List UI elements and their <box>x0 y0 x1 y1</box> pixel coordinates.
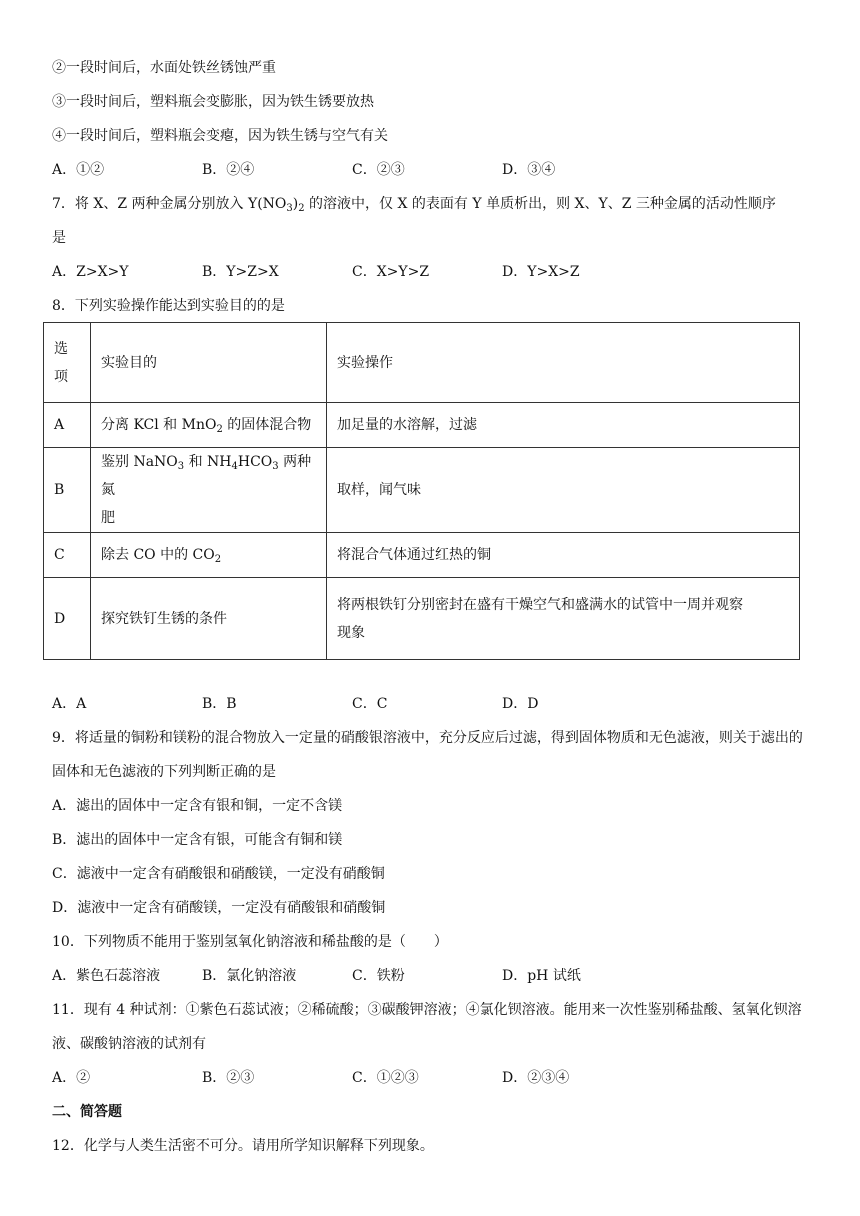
q11-option-c: C．①②③ <box>352 1070 419 1086</box>
q7-stem-cont: 是 <box>52 230 66 246</box>
row-a-option: A <box>44 403 91 448</box>
section-heading: 二、简答题 <box>52 1104 122 1120</box>
table-row <box>44 403 800 448</box>
q6-statement-3: ③一段时间后，塑料瓶会变膨胀，因为铁生锈要放热 <box>52 94 374 110</box>
q11-option-b: B．②③ <box>202 1070 255 1086</box>
header-goal: 实验目的 <box>91 323 327 403</box>
row-c-option: C <box>44 533 91 578</box>
table-row <box>44 448 800 533</box>
q11-stem: 11．现有 4 种试剂：①紫色石蕊试液；②稀硫酸；③碳酸钾溶液；④氯化钡溶液。能用来一次性鉴别稀盐酸、氢氧化钡溶液、碳酸钠溶液的试剂有 <box>52 1002 802 1052</box>
q12-stem: 12．化学与人类生活密不可分。请用所学知识解释下列现象。 <box>52 1138 434 1154</box>
q6-statement-4: ④一段时间后，塑料瓶会变瘪，因为铁生锈与空气有关 <box>52 128 388 144</box>
row-a-operation: 加足量的水溶解，过滤 <box>327 403 800 448</box>
q9-option-b: B．滤出的固体中一定含有银，可能含有铜和镁 <box>52 832 343 848</box>
q10-stem: 10．下列物质不能用于鉴别氢氧化钠溶液和稀盐酸的是（ ） <box>52 934 448 950</box>
q6-option-a: A．①② <box>52 162 105 178</box>
q8-option-b: B．B <box>202 696 237 712</box>
row-d-goal: 探究铁钉生锈的条件 <box>91 578 327 660</box>
q6-option-d: D．③④ <box>502 162 556 178</box>
q7-option-d: D．Y>X>Z <box>502 264 580 280</box>
table-header-row <box>44 323 800 403</box>
q9-option-d: D．滤液中一定含有硝酸镁，一定没有硝酸银和硝酸铜 <box>52 900 386 916</box>
q9-stem: 9．将适量的铜粉和镁粉的混合物放入一定量的硝酸银溶液中，充分反应后过滤，得到固体物质和无色滤液，则关于滤出的固体和无色滤液的下列判断正确的是 <box>52 730 803 780</box>
q10-option-b: B．氯化钠溶液 <box>202 968 297 984</box>
q8-option-d: D．D <box>502 696 539 712</box>
row-b-operation: 取样，闻气味 <box>327 448 800 533</box>
q7-option-c: C．X>Y>Z <box>352 264 430 280</box>
q8-option-c: C．C <box>352 696 388 712</box>
row-d-option: D <box>44 578 91 660</box>
q7-option-a: A．Z>X>Y <box>52 264 129 280</box>
q11-option-d: D．②③④ <box>502 1070 570 1086</box>
header-operation: 实验操作 <box>327 323 800 403</box>
q10-option-a: A．紫色石蕊溶液 <box>52 968 161 984</box>
header-option: 选 项 <box>44 323 91 403</box>
experiment-table <box>43 322 800 660</box>
q9-option-c: C．滤液中一定含有硝酸银和硝酸镁，一定没有硝酸铜 <box>52 866 385 882</box>
q8-option-a: A．A <box>52 696 87 712</box>
row-b-goal: 鉴别 NaNO$_3$ 和 $NH_4HCO_3$ 两种氮 肥 <box>91 448 327 533</box>
q8-stem: 8．下列实验操作能达到实验目的的是 <box>52 298 285 314</box>
q6-option-c: C．②③ <box>352 162 405 178</box>
q6-statement-2: ②一段时间后，水面处铁丝锈蚀严重 <box>52 60 276 76</box>
table-row <box>44 578 800 660</box>
q11-option-a: A．② <box>52 1070 91 1086</box>
row-c-goal: 除去 CO 中的 $CO_2$ <box>91 533 327 578</box>
q10-option-c: C．铁粉 <box>352 968 405 984</box>
q7-option-b: B．Y>Z>X <box>202 264 279 280</box>
row-c-operation: 将混合气体通过红热的铜 <box>327 533 800 578</box>
q6-option-b: B．②④ <box>202 162 255 178</box>
row-a-goal: 分离 KCl 和 MnO$_2$ 的固体混合物 <box>91 403 327 448</box>
q9-option-a: A．滤出的固体中一定含有银和铜，一定不含镁 <box>52 798 343 814</box>
q7-stem: 7．将 X、Z 两种金属分别放入 $Y(NO_3)_2$ 的溶液中，仅 X 的表面有 Y 单质析出，则 X、Y、Z 三种金属的活动性顺序 <box>52 196 776 214</box>
table-row <box>44 533 800 578</box>
q10-option-d: D．pH 试纸 <box>502 968 581 984</box>
row-b-option: B <box>44 448 91 533</box>
row-d-operation: 将两根铁钉分别密封在盛有干燥空气和盛满水的试管中一周并观察 现象 <box>327 578 800 660</box>
